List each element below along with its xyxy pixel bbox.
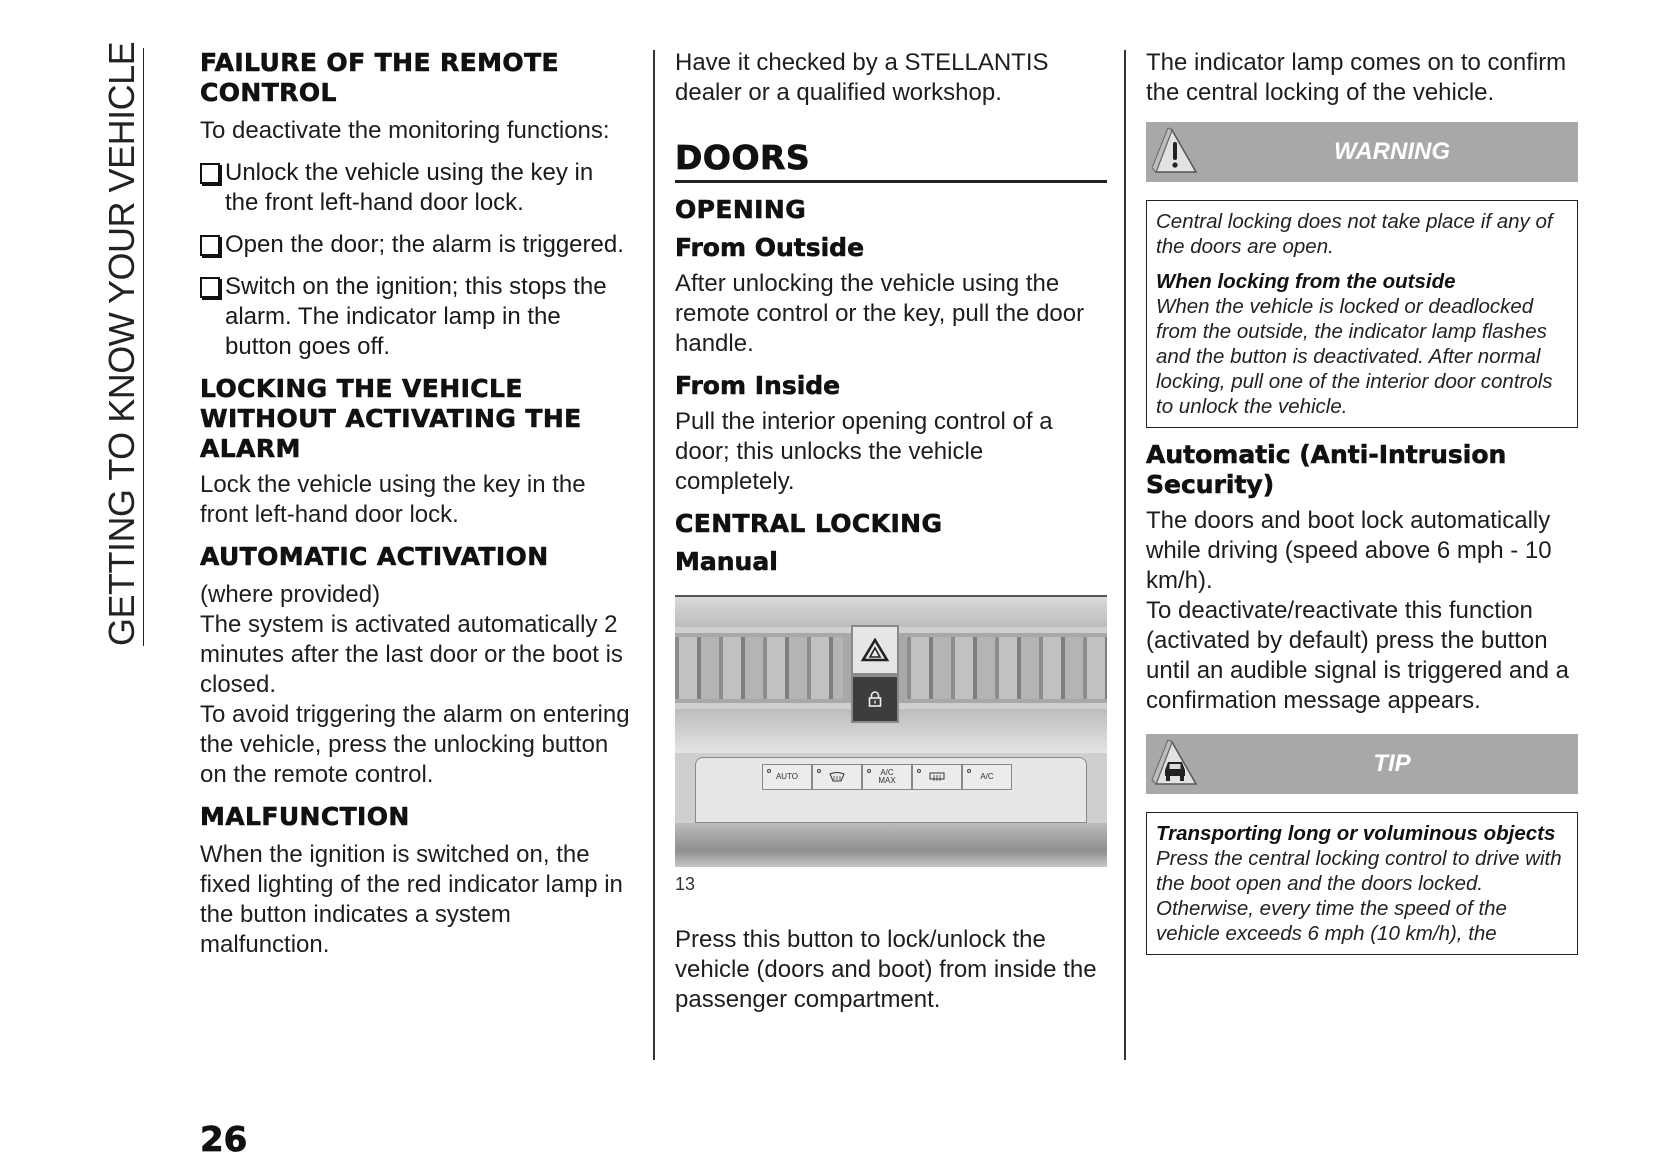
subheading-from-inside: From Inside xyxy=(675,371,841,400)
paragraph: To deactivate/reactivate this function (activated by default) press the button until an audible signal is triggered and a confirmation message appears. xyxy=(1146,597,1569,714)
subheading-manual: Manual xyxy=(675,547,778,576)
tip-content-box xyxy=(1146,812,1578,955)
car-tip-icon xyxy=(1150,738,1202,790)
paragraph: The system is activated automatically 2 minutes after the last door or the boot is closed. xyxy=(200,611,623,698)
column-1 xyxy=(200,48,630,960)
checkbox-bullet-icon xyxy=(200,277,220,298)
checkbox-bullet-icon xyxy=(200,163,220,184)
column-3 xyxy=(1146,48,1578,955)
warning-title: WARNING xyxy=(1334,138,1450,165)
column-divider xyxy=(1124,50,1126,1060)
section-heading-locking-without-alarm: LOCKING THE VEHICLE WITHOUT ACTIVATING THE ALARM xyxy=(200,374,582,463)
warning-exclamation-icon xyxy=(1150,126,1202,178)
list-item xyxy=(200,272,630,362)
column-divider xyxy=(653,50,655,1060)
subheading-automatic-anti-intrusion: Automatic (Anti-Intrusion Security) xyxy=(1146,440,1507,499)
section-heading-automatic-activation: AUTOMATIC ACTIVATION xyxy=(200,542,549,571)
warning-text: When the vehicle is locked or deadlocked from the outside, the indicator lamp flashes and the button is deactivated. After normal locking, pull one of the interior door controls to unlock the vehicle. xyxy=(1156,295,1553,418)
panel-button-ac-max: A/C MAX xyxy=(862,764,912,790)
subheading-from-outside: From Outside xyxy=(675,233,865,262)
chapter-title: GETTING TO KNOW YOUR VEHICLE xyxy=(101,41,142,646)
padlock-icon xyxy=(868,691,882,707)
paragraph: The indicator lamp comes on to confirm the central locking of the vehicle. xyxy=(1146,49,1567,106)
warning-text: Central locking does not take place if any of the doors are open. xyxy=(1156,210,1553,258)
warning-content-box xyxy=(1146,200,1578,428)
climate-control-panel xyxy=(695,757,1087,823)
list-item-text: Switch on the ignition; this stops the alarm. The indicator lamp in the button goes off. xyxy=(225,273,607,360)
warning-subheading: When locking from the outside xyxy=(1156,270,1456,293)
page-number: 26 xyxy=(200,1120,248,1160)
list-item xyxy=(200,158,630,218)
warning-banner xyxy=(1146,122,1578,182)
hazard-triangle-icon xyxy=(861,638,889,662)
paragraph: After unlocking the vehicle using the remote control or the key, pull the door handle. xyxy=(675,270,1085,357)
list-item-text: Unlock the vehicle using the key in the front left-hand door lock. xyxy=(225,159,594,216)
section-heading-failure-remote: FAILURE OF THE REMOTE CONTROL xyxy=(200,48,560,107)
paragraph: Pull the interior opening control of a door; this unlocks the vehicle completely. xyxy=(675,408,1053,495)
checkbox-bullet-icon xyxy=(200,235,220,256)
panel-button-ac: A/C xyxy=(962,764,1012,790)
paragraph: To deactivate the monitoring functions: xyxy=(200,117,610,144)
hazard-warning-button xyxy=(851,625,899,675)
paragraph: When the ignition is switched on, the fixed lighting of the red indicator lamp in the button indicates a system malfunction. xyxy=(200,841,623,958)
front-defrost-icon xyxy=(812,764,862,790)
tip-banner xyxy=(1146,734,1578,794)
rear-defrost-icon xyxy=(912,764,962,790)
chapter-side-tab xyxy=(100,41,144,646)
section-heading-opening: OPENING xyxy=(675,195,807,224)
paragraph: Lock the vehicle using the key in the front left-hand door lock. xyxy=(200,471,586,528)
tip-title: TIP xyxy=(1373,750,1411,777)
chapter-heading-doors: DOORS xyxy=(675,138,1107,183)
dashboard-central-locking-figure xyxy=(675,595,1107,867)
paragraph: To avoid triggering the alarm on entering the vehicle, press the unlocking button on the remote control. xyxy=(200,701,630,788)
paragraph-note: (where provided) xyxy=(200,581,381,608)
list-item-text: Open the door; the alarm is triggered. xyxy=(225,231,624,258)
central-locking-button xyxy=(851,675,899,723)
paragraph: Have it checked by a STELLANTIS dealer or a qualified workshop. xyxy=(675,49,1049,106)
list-item xyxy=(200,230,630,260)
figure-label: 13 xyxy=(675,874,696,894)
section-heading-malfunction: MALFUNCTION xyxy=(200,802,410,831)
tip-text: Press the central locking control to drive with the boot open and the doors locked. Otherwise, every time the speed of the vehicle exceeds 6 mph (10 km/h), the xyxy=(1156,847,1562,945)
panel-button-auto: AUTO xyxy=(762,764,812,790)
column-2 xyxy=(675,48,1107,1015)
paragraph: Press this button to lock/unlock the vehicle (doors and boot) from inside the passenger compartment. xyxy=(675,926,1097,1013)
section-heading-central-locking: CENTRAL LOCKING xyxy=(675,509,943,538)
tip-subheading: Transporting long or voluminous objects xyxy=(1156,822,1556,845)
paragraph: The doors and boot lock automatically while driving (speed above 6 mph - 10 km/h). xyxy=(1146,507,1552,594)
